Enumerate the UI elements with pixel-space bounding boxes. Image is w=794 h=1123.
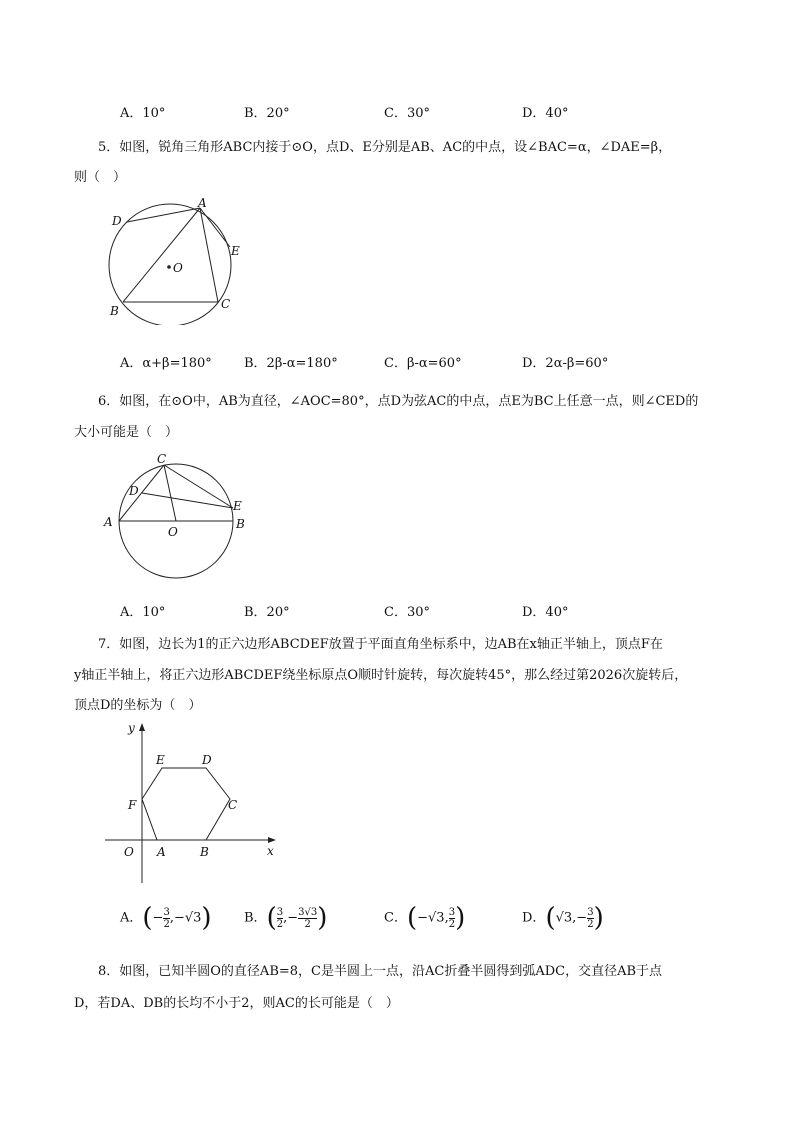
q4-option-a: A．10°: [120, 106, 166, 121]
q6-label-d: D: [129, 484, 139, 498]
q7-label-b: B: [200, 845, 209, 859]
q5-stem-line2: 则（ ）: [74, 170, 127, 185]
q7-label-f: F: [128, 798, 137, 812]
q7-option-b-num1: 3: [276, 906, 284, 918]
q8-stem-line1: 8．如图，已知半圆O的直径AB=8，C是半圆上一点，沿AC折叠半圆得到弧ADC，交直径AB于点: [98, 964, 663, 979]
q7-option-c-letter: C．: [384, 910, 407, 926]
q7-stem-line1: 7．如图，边长为1的正六边形ABCDEF放置于平面直角坐标系中，边AB在x轴正半轴上，顶点F在: [98, 637, 663, 652]
q5-label-d: D: [112, 214, 122, 228]
q5-option-a: A．α+β=180°: [120, 356, 212, 371]
q7-option-b-den2: 2: [298, 918, 317, 930]
q7-option-c: C．(−√3, $\frac{3}{2}$ ): [384, 903, 466, 933]
q7-stem-line3: 顶点D的坐标为（ ）: [74, 698, 202, 713]
q6-stem-line2: 大小可能是（ ）: [74, 425, 179, 440]
q6-option-a: A．10°: [120, 605, 166, 620]
q6-label-b: B: [236, 517, 245, 531]
q7-option-c-a: −√3: [417, 910, 445, 926]
q7-option-d: D．(√3,− $\frac{3}{2}$ ): [522, 903, 604, 933]
q7-option-a-num: 3: [163, 906, 170, 918]
q7-option-b-frac1: [277, 907, 283, 930]
q7-option-b: B．( $\frac{3}{2}$ ,− $\frac{3√3}{2}$ ): [244, 903, 328, 933]
q4-option-c: C．30°: [384, 106, 430, 121]
q7-option-a-sign: −: [152, 910, 164, 926]
q4-option-b: B．20°: [244, 106, 290, 121]
q5-label-a: A: [198, 196, 207, 210]
q6-option-c: C．30°: [384, 605, 430, 620]
q4-option-d: D．40°: [522, 106, 569, 121]
q7-option-a-frac: [163, 907, 169, 930]
q7-figure: [100, 718, 285, 888]
q6-option-d: D．40°: [522, 605, 569, 620]
q6-stem-line1: 6．如图，在⊙O中，AB为直径，∠AOC=80°，点D为弦AC的中点，点E为BC上任意一点，则∠CED的: [98, 394, 699, 409]
q7-option-c-num: 3: [448, 906, 456, 918]
q7-option-b-num2: 3√3: [298, 906, 318, 918]
q8-stem-line2: D，若DA、DB的长均不小于2，则AC的长可能是（ ）: [74, 996, 399, 1011]
q7-stem-line2: y轴正半轴上，将正六边形ABCDEF绕坐标原点O顺时针旋转，每次旋转45°，那么经过第2026次旋转后，: [74, 668, 688, 683]
q7-option-b-sign: −: [287, 910, 299, 926]
q7-option-a-letter: A．: [120, 910, 143, 926]
q6-figure: [100, 450, 260, 585]
q7-label-e: E: [156, 753, 165, 767]
q7-option-d-sign: −: [576, 910, 588, 926]
q6-label-c: C: [157, 452, 167, 466]
q7-label-o: O: [124, 845, 134, 859]
q7-label-y: y: [128, 721, 135, 735]
q7-label-d: D: [202, 753, 212, 767]
q7-option-b-letter: B．: [244, 910, 267, 926]
q5-stem-line1: 5．如图，锐角三角形ABC内接于⊙O，点D、E分别是AB、AC的中点，设∠BAC=α，∠DAE=β，: [98, 140, 672, 155]
q6-option-b: B．20°: [244, 605, 290, 620]
q5-label-c: C: [221, 297, 231, 311]
q7-option-d-letter: D．: [522, 910, 546, 926]
q7-option-d-num: 3: [587, 906, 594, 918]
q7-option-b-frac2: [298, 907, 317, 930]
q7-option-a: A．(− $\frac{3}{2}$ ,−√3): [120, 903, 212, 933]
q5-figure: [100, 195, 250, 325]
q7-option-d-den: 2: [587, 918, 594, 930]
q7-option-d-a: √3: [555, 910, 573, 926]
q5-option-d: D．2α-β=60°: [522, 356, 609, 371]
q7-label-a: A: [157, 845, 166, 859]
q6-label-a: A: [104, 515, 113, 529]
q7-option-b-den1: 2: [276, 918, 284, 930]
q6-label-e: E: [233, 499, 242, 513]
q7-option-a-b: −√3: [173, 910, 202, 926]
q7-label-c: C: [228, 798, 238, 812]
q7-option-c-den: 2: [448, 918, 456, 930]
q7-label-x: x: [267, 844, 274, 858]
q5-option-c: C．β-α=60°: [384, 356, 462, 371]
q5-label-b: B: [110, 304, 119, 318]
q5-label-e: E: [231, 244, 240, 258]
q7-option-a-den: 2: [163, 918, 170, 930]
q5-label-o: O: [173, 261, 183, 275]
q6-label-o: O: [168, 525, 178, 539]
q5-option-b: B．2β-α=180°: [244, 356, 338, 371]
